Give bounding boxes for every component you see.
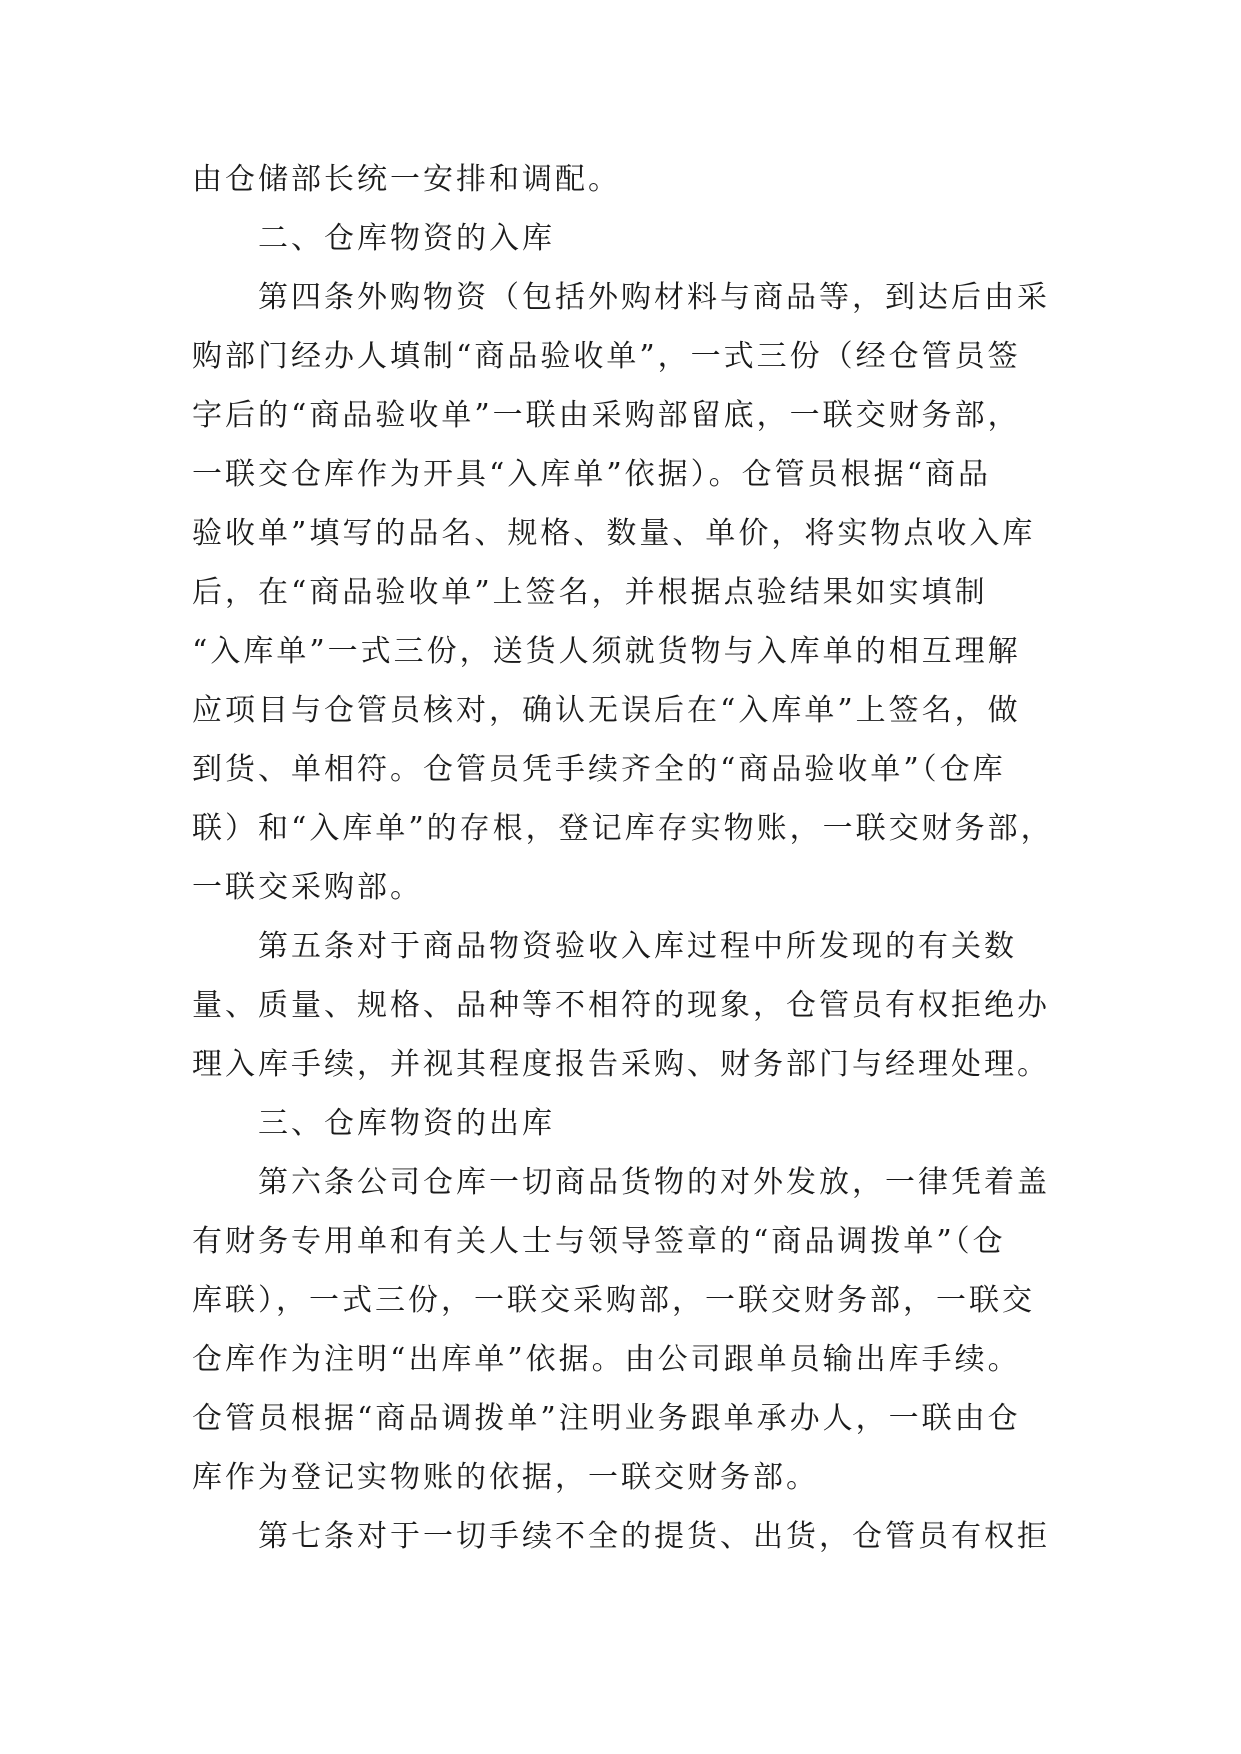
text-line: 仓库作为注明“出库单”依据。由公司跟单员输出库手续。 <box>192 1342 1021 1377</box>
text-line: 一联交仓库作为开具“入库单”依据）。仓管员根据“商品 <box>192 457 992 492</box>
text-line: 验收单”填写的品名、规格、数量、单价，将实物点收入库 <box>192 516 1036 551</box>
text-line: 一联交采购部。 <box>192 870 423 905</box>
text-line: 第四条外购物资（包括外购材料与商品等，到达后由采 <box>258 280 1050 315</box>
text-line: 购部门经办人填制“商品验收单”，一式三份（经仓管员签 <box>192 339 1021 374</box>
text-line: 联）和“入库单”的存根，登记库存实物账，一联交财务部， <box>192 811 1054 846</box>
text-line: “入库单”一式三份，送货人须就货物与入库单的相互理解 <box>192 634 1021 669</box>
document-body <box>192 150 1052 1566</box>
text-line: 第七条对于一切手续不全的提货、出货，仓管员有权拒 <box>258 1519 1050 1554</box>
text-line: 库作为登记实物账的依据，一联交财务部。 <box>192 1460 819 1495</box>
text-line: 后，在“商品验收单”上签名，并根据点验结果如实填制 <box>192 575 988 610</box>
text-line: 量、质量、规格、品种等不相符的现象，仓管员有权拒绝办 <box>192 988 1050 1023</box>
text-line: 第六条公司仓库一切商品货物的对外发放，一律凭着盖 <box>258 1165 1050 1200</box>
text-line: 由仓储部长统一安排和调配。 <box>192 162 621 197</box>
text-line: 仓管员根据“商品调拨单”注明业务跟单承办人，一联由仓 <box>192 1401 1021 1436</box>
text-line: 到货、单相符。仓管员凭手续齐全的“商品验收单”（仓库 <box>192 752 1006 787</box>
text-line: 应项目与仓管员核对，确认无误后在“入库单”上签名，做 <box>192 693 1021 728</box>
text-line: 库联），一式三份，一联交采购部，一联交财务部，一联交 <box>192 1283 1035 1318</box>
text-line: 字后的“商品验收单”一联由采购部留底，一联交财务部， <box>192 398 1021 433</box>
text-line: 有财务专用单和有关人士与领导签章的“商品调拨单”（仓 <box>192 1224 1006 1259</box>
text-line: 第五条对于商品物资验收入库过程中所发现的有关数 <box>258 929 1017 964</box>
section-heading: 二、仓库物资的入库 <box>258 221 555 256</box>
section-heading: 三、仓库物资的出库 <box>258 1106 555 1141</box>
text-line: 理入库手续，并视其程度报告采购、财务部门与经理处理。 <box>192 1047 1050 1082</box>
